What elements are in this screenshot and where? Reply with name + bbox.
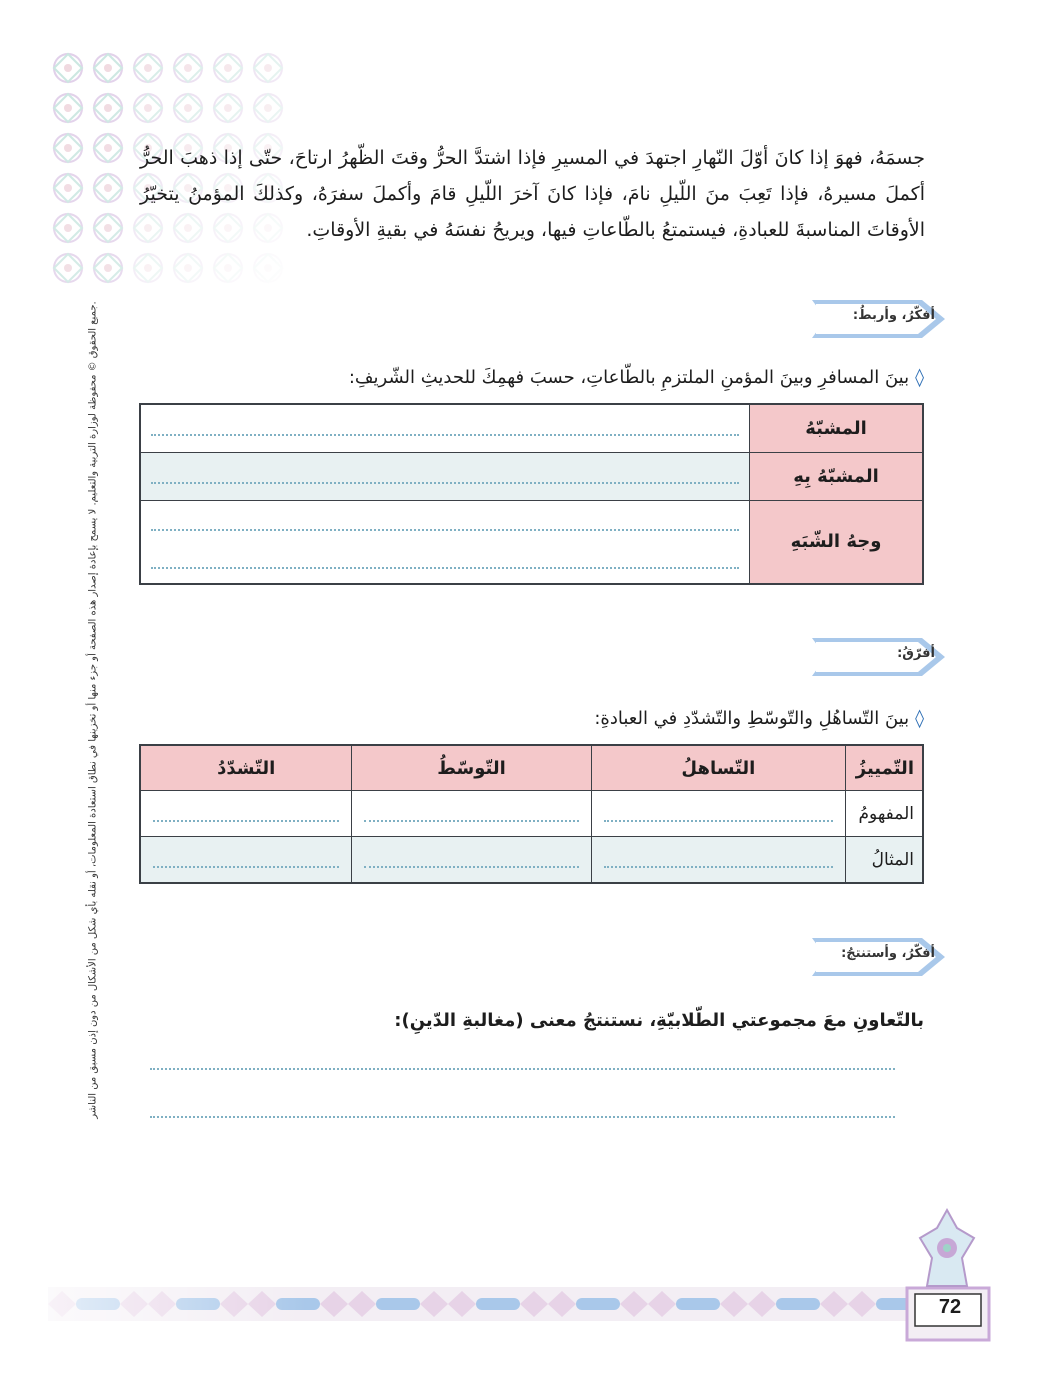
copyright-note: جميع الحقوق © محفوظة لوزارة التربية والتعليم. لا يسمح بإعادة إصدار هذه الصفحة أو جزء منها أو تخزينها في نطاق استعادة المعلومات، أو نقله بأي شكل من الأشكال من دون إذن مسبق من الناشر. xyxy=(87,301,99,1119)
answer-cell[interactable] xyxy=(140,452,750,500)
column-header: التّوسّطُ xyxy=(352,745,591,791)
ornament-icon xyxy=(912,1208,982,1288)
worship-comparison-table xyxy=(139,744,924,884)
table-row-label: المشبّهُ xyxy=(750,404,924,452)
table-row-label: وجهُ الشّبَهِ xyxy=(750,500,924,584)
footer-decoration xyxy=(48,1287,908,1321)
table-row xyxy=(140,837,923,884)
conclude-prompt: بالتّعاونِ معَ مجموعتي الطّلابيّةِ، نستنتجُ معنى (مغالبةِ الدّينِ): xyxy=(394,1010,924,1031)
think-connect-badge: أفكّرُ، وأربطُ: xyxy=(812,296,947,342)
answer-line[interactable] xyxy=(150,1068,895,1070)
intro-paragraph: جسمَهُ، فهوَ إذا كانَ أوّلَ النّهارِ اجتهدَ في المسيرِ فإذا اشتدَّ الحرُّ وقتَ الظّهرُ ارتاحَ، حتّى إذا ذهبَ الحرُّ أكملَ مسيرهُ، فإذا تَعِبَ منَ اللّيلِ نامَ، فإذا كانَ آخرَ اللّيلِ قامَ وأكملَ سفرَهُ، وكذلكَ المؤمنُ يتخيّرُ الأوقاتَ المناسبةَ للعبادةِ، فيستمتعُ بالطّاعاتِ فيها، ويريحُ نفسَهُ في بقيةِ الأوقاتِ. xyxy=(140,147,925,241)
answer-cell[interactable] xyxy=(140,791,352,837)
simile-table xyxy=(139,403,924,585)
compare-prompt: ◊بينَ المسافرِ وبينَ المؤمنِ الملتزمِ بالطّاعاتِ، حسبَ فهمِكَ للحديثِ الشّريفِ: xyxy=(348,367,924,388)
answer-cell[interactable] xyxy=(140,500,750,584)
answer-line[interactable] xyxy=(150,1116,895,1118)
answer-cell[interactable] xyxy=(352,791,591,837)
differentiate-badge: أفرّقُ: xyxy=(812,634,947,680)
column-header: التّساهلُ xyxy=(591,745,845,791)
table-row-label: المشبّهُ بِهِ xyxy=(750,452,924,500)
answer-cell[interactable] xyxy=(140,404,750,452)
table-header-row xyxy=(140,745,923,791)
diamond-bullet-icon: ◊ xyxy=(915,708,924,729)
table-row xyxy=(140,404,923,452)
page-number: 72 xyxy=(938,1296,962,1318)
answer-cell[interactable] xyxy=(140,837,352,884)
answer-cell[interactable] xyxy=(591,791,845,837)
column-header: التّمييزُ xyxy=(846,745,924,791)
table-row-label: المثالُ xyxy=(846,837,924,884)
table-row xyxy=(140,791,923,837)
differentiate-prompt: ◊بينَ التّساهُلِ والتّوسّطِ والتّشدّدِ في العبادةِ: xyxy=(594,708,924,729)
diamond-bullet-icon: ◊ xyxy=(915,367,924,388)
table-row xyxy=(140,500,923,584)
table-row xyxy=(140,452,923,500)
answer-cell[interactable] xyxy=(591,837,845,884)
column-header: التّشدّدُ xyxy=(140,745,352,791)
think-conclude-badge: أفكّرُ، وأستنتجُ: xyxy=(812,934,947,980)
answer-cell[interactable] xyxy=(352,837,591,884)
table-row-label: المفهومُ xyxy=(846,791,924,837)
